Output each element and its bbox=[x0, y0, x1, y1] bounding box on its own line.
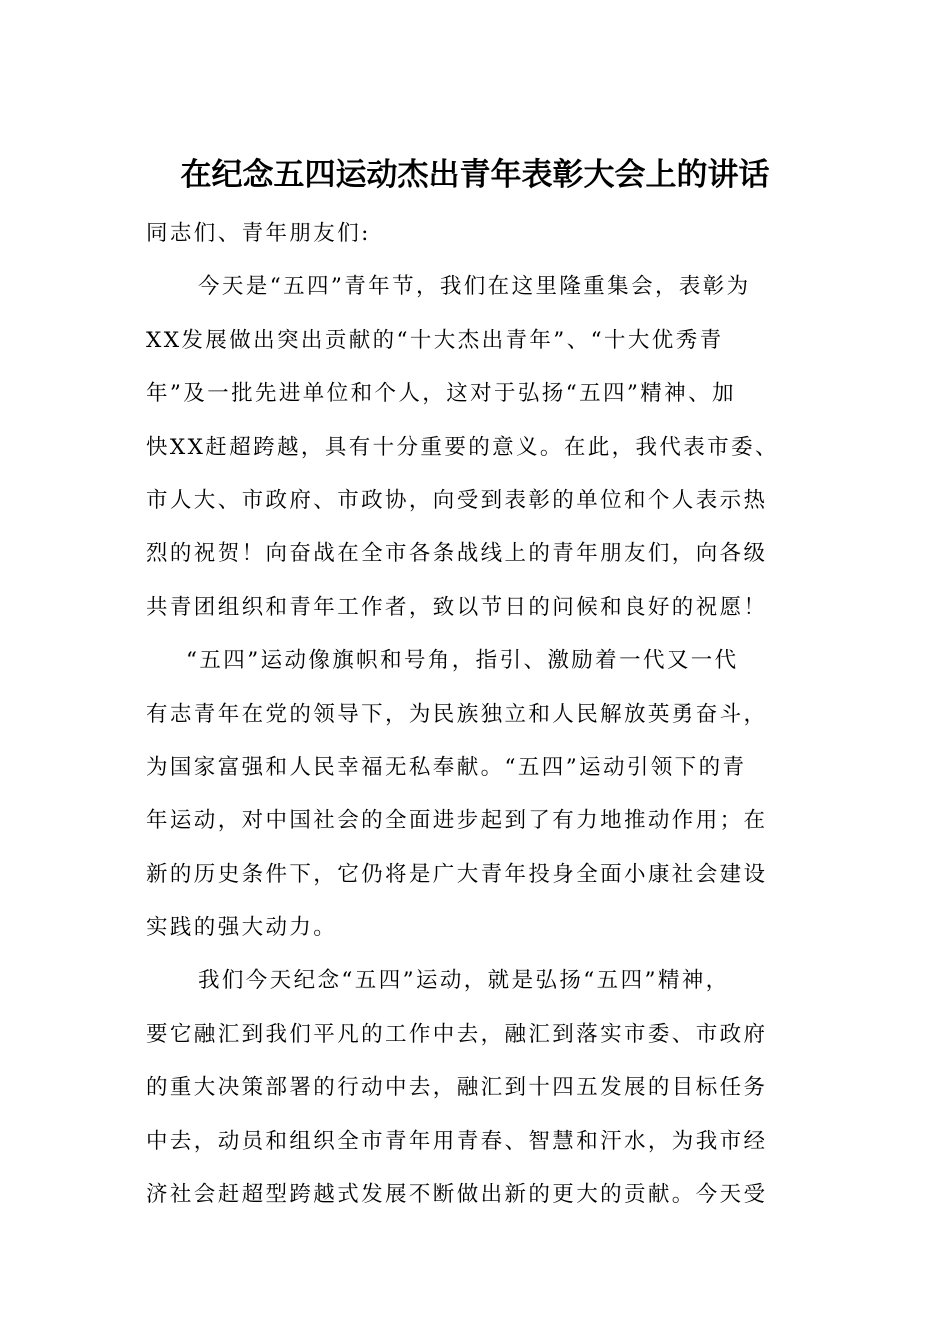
paragraph-2-line-3: 为国家富强和人民幸福无私奉献。“五四”运动引领下的青 bbox=[146, 754, 747, 780]
paragraph-2-line-1: “五四”运动像旗帜和号角，指引、激励着一代又一代 bbox=[186, 648, 739, 674]
document-body bbox=[146, 207, 788, 1221]
paragraph-2-line-2: 有志青年在党的领导下，为民族独立和人民解放英勇奋斗， bbox=[146, 701, 768, 727]
paragraph-1-line-4: 快XX赶超跨越，具有十分重要的意义。在此，我代表市委、 bbox=[146, 434, 779, 460]
paragraph-1-line-7: 共青团组织和青年工作者，致以节日的问候和良好的祝愿！ bbox=[146, 594, 768, 620]
paragraph-1-line-3: 年”及一批先进单位和个人，这对于弘扬“五四”精神、加 bbox=[146, 381, 736, 407]
paragraph-3-line-4: 中去，动员和组织全市青年用青春、智慧和汗水，为我市经 bbox=[146, 1128, 768, 1154]
paragraph-1-line-5: 市人大、市政府、市政协，向受到表彰的单位和个人表示热 bbox=[146, 487, 768, 513]
paragraph-1-line-6: 烈的祝贺！向奋战在全市各条战线上的青年朋友们，向各级 bbox=[146, 541, 768, 567]
paragraph-1-line-2: XX发展做出突出贡献的“十大杰出青年”、“十大优秀青 bbox=[146, 327, 724, 353]
salutation-line: 同志们、青年朋友们: bbox=[146, 221, 371, 246]
paragraph-3-line-2: 要它融汇到我们平凡的工作中去，融汇到落实市委、市政府 bbox=[146, 1021, 768, 1047]
document-title: 在纪念五四运动杰出青年表彰大会上的讲话 bbox=[180, 157, 770, 193]
paragraph-3-line-3: 的重大决策部署的行动中去，融汇到十四五发展的目标任务 bbox=[146, 1075, 768, 1101]
paragraph-2-line-6: 实践的强大动力。 bbox=[146, 915, 338, 941]
paragraph-2-line-4: 年运动，对中国社会的全面进步起到了有力地推动作用；在 bbox=[146, 808, 768, 834]
paragraph-2-line-5: 新的历史条件下，它仍将是广大青年投身全面小康社会建设 bbox=[146, 861, 768, 887]
paragraph-1-line-1: 今天是“五四”青年节，我们在这里隆重集会，表彰为 bbox=[198, 274, 751, 300]
paragraph-3-line-1: 我们今天纪念“五四”运动，就是弘扬“五四”精神， bbox=[198, 968, 730, 994]
paragraph-3-line-5: 济社会赶超型跨越式发展不断做出新的更大的贡献。今天受 bbox=[146, 1182, 768, 1208]
